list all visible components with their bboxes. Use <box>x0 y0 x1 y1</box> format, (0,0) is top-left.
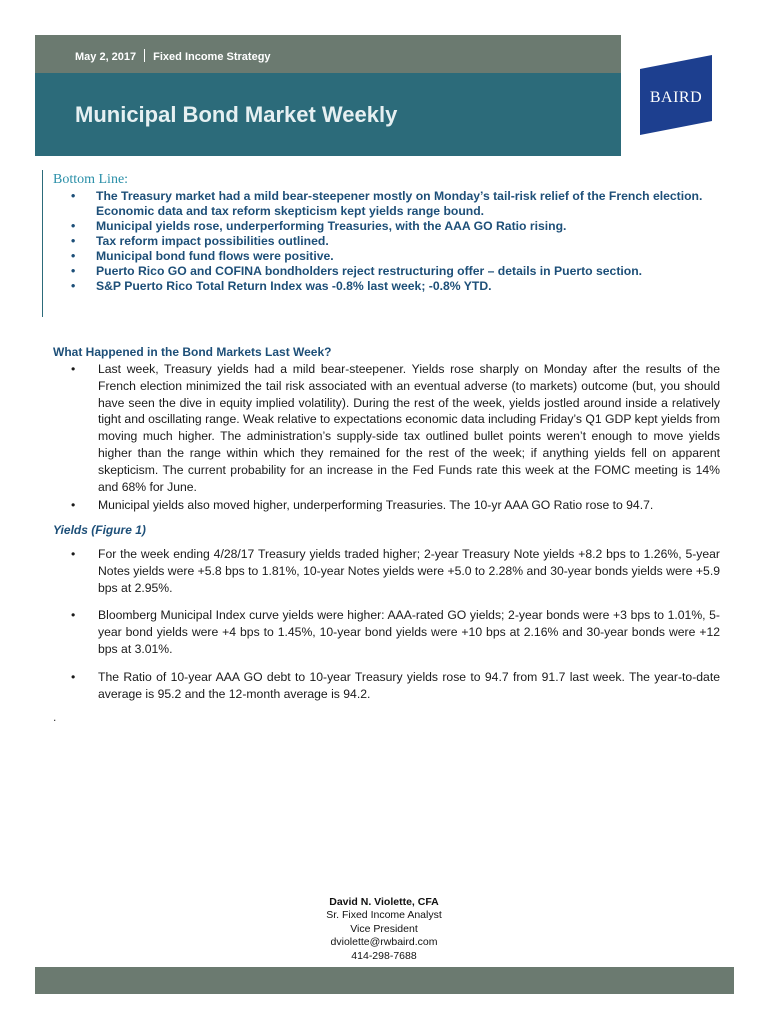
yields-list <box>60 546 720 702</box>
header-meta <box>75 49 271 63</box>
header-separator <box>144 49 145 62</box>
report-section: Fixed Income Strategy <box>153 51 271 63</box>
header-top-bar <box>35 35 621 73</box>
report-date: May 2, 2017 <box>75 51 137 63</box>
section-heading-yields: Yields (Figure 1) <box>53 523 146 537</box>
section-heading-what-happened: What Happened in the Bond Markets Last Week? <box>53 345 332 359</box>
list-item: • The Treasury market had a mild bear-steepener mostly on Monday’s tail-risk relief of the French election. Economic data and tax reform skepticism kept yields range bound. <box>60 189 720 219</box>
baird-logo-text: BAIRD <box>649 89 703 106</box>
bottom-line-heading: Bottom Line: <box>53 172 129 187</box>
header-title-bar <box>35 73 621 156</box>
what-happened-list <box>60 361 720 514</box>
author-role: Vice President <box>350 922 418 935</box>
author-email: dviolette@rwbaird.com <box>330 936 438 949</box>
footer-bar <box>35 967 734 994</box>
list-item: • Bloomberg Municipal Index curve yields were higher: AAA-rated GO yields; 2-year bonds were +3 bps to 1.01%, 5-year bond yields were +4 bps to 1.45%, 10-year bond yields were +10 bps at 2.16% and 30-year bonds were +12 bps at 3.01%. <box>60 607 720 657</box>
list-item: • Municipal yields also moved higher, underperforming Treasuries. The 10-yr AAA GO Ratio rose to 94.7. <box>60 497 720 514</box>
list-item: • Municipal yields rose, underperforming Treasuries, with the AAA GO Ratio rising. <box>60 219 720 234</box>
list-item: • S&P Puerto Rico Total Return Index was -0.8% last week; -0.8% YTD. <box>60 279 720 294</box>
list-item: • Tax reform impact possibilities outlined. <box>60 234 720 249</box>
list-item: • The Ratio of 10-year AAA GO debt to 10-year Treasury yields rose to 94.7 from 91.7 last week. The year-to-date average is 95.2 and the 12-month average is 94.2. <box>60 669 720 703</box>
baird-logo <box>640 55 712 135</box>
list-item: • Municipal bond fund flows were positive. <box>60 249 720 264</box>
page-title: Municipal Bond Market Weekly <box>75 102 398 127</box>
bottom-line-list <box>60 189 720 294</box>
author-block <box>0 896 768 963</box>
list-item: • Puerto Rico GO and COFINA bondholders reject restructuring offer – details in Puerto section. <box>60 264 720 279</box>
list-item: • Last week, Treasury yields had a mild bear-steepener. Yields rose sharply on Monday after the results of the French election minimized the tail risk associated with an eventual adverse (to markets) outcome (but, you should have seen the dive in equity implied volatility). During the rest of the week, yields jostled around inside a relatively tight and oscillating range. Weak relative to expectations economic data including Friday’s Q1 GDP kept yields from moving much higher. The administration’s supply-side tax outlined bullet points weren’t enough to move yields higher than the range within which they remained for the rest of the week; if anything yields fell on apparent skepticism. The current probability for an increase in the Fed Funds rate this week at the FOMC meeting is 14% and 68% for June. <box>60 361 720 495</box>
author-title: Sr. Fixed Income Analyst <box>326 909 442 922</box>
author-phone: 414-298-7688 <box>351 949 417 962</box>
stray-mark: . <box>53 710 57 724</box>
bottom-line-rule <box>42 170 43 317</box>
author-name: David N. Violette, CFA <box>329 896 439 908</box>
logo-container <box>621 35 734 156</box>
list-item: • For the week ending 4/28/17 Treasury yields traded higher; 2-year Treasury Note yields +8.2 bps to 1.26%, 5-year Notes yields were +5.8 bps to 1.81%, 10-year Notes yields were +5.0 to 2.28% and 30-year bonds yields were +5.9 bps at 2.95%. <box>60 546 720 596</box>
